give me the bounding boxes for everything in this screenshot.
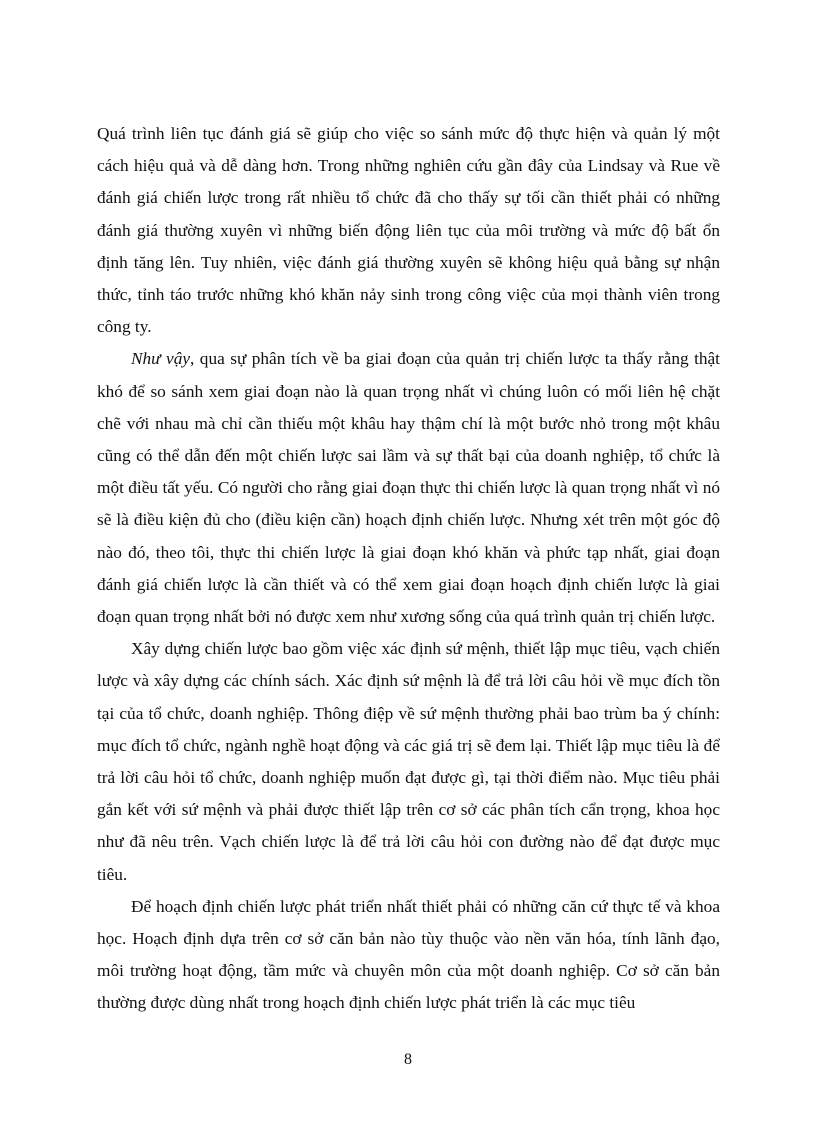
paragraph-2-text: , qua sự phân tích về ba giai đoạn của quản trị chiến lược ta thấy rằng thật khó để so sánh xem giai đoạn nào là quan trọng nhất vì chúng luôn có mối liên hệ chặt chẽ với nhau mà chỉ cần thiếu một khâu hay thậm chí là một bước nhỏ trong một khâu cũng có thể dẫn đến một chiến lược sai lầm và sự thất bại của doanh nghiệp, tổ chức là một điều tất yếu. Có người cho rằng giai đoạn thực thi chiến lược là quan trọng nhất vì nó sẽ là điều kiện đủ cho (điều kiện cần) hoạch định chiến lược. Nhưng xét trên một góc độ nào đó, theo tôi, thực thi chiến lược là giai đoạn khó khăn và phức tạp nhất, giai đoạn đánh giá chiến lược là cần thiết và có thể xem giai đoạn hoạch định chiến lược là giai đoạn quan trọng nhất bởi nó được xem như xương sống của quá trình quản trị chiến lược. <box>97 349 720 627</box>
body-text <box>97 118 720 1020</box>
paragraph-4 <box>97 891 720 1020</box>
paragraph-2-italic-lead: Như vậy <box>131 349 191 369</box>
page-number: 8 <box>404 1051 412 1068</box>
paragraph-2 <box>97 343 720 633</box>
paragraph-4-text: Để hoạch định chiến lược phát triển nhất thiết phải có những căn cứ thực tế và khoa học. Hoạch định dựa trên cơ sở căn bản nào tùy thuộc vào nền văn hóa, tính lãnh đạo, môi trường hoạt động, tầm mức và chuyên môn của một doanh nghiệp. Cơ sở căn bản thường được dùng nhất trong hoạch định chiến lược phát triển là các mục tiêu <box>97 896 720 1013</box>
paragraph-1 <box>97 118 720 343</box>
paragraph-1-text: Quá trình liên tục đánh giá sẽ giúp cho việc so sánh mức độ thực hiện và quản lý một cách hiệu quả và dễ dàng hơn. Trong những nghiên cứu gần đây của Lindsay và Rue về đánh giá chiến lược trong rất nhiều tổ chức đã cho thấy sự tối cần thiết phải có những đánh giá thường xuyên vì những biến động liên tục của môi trường và mức độ bất ổn định tăng lên. Tuy nhiên, việc đánh giá thường xuyên sẽ không hiệu quả bằng sự nhận thức, tỉnh táo trước những khó khăn nảy sinh trong công việc của mọi thành viên trong công ty. <box>97 124 720 337</box>
paragraph-3 <box>97 633 720 891</box>
paragraph-3-text: Xây dựng chiến lược bao gồm việc xác định sứ mệnh, thiết lập mục tiêu, vạch chiến lược và xây dựng các chính sách. Xác định sứ mệnh là để trả lời câu hỏi về mục đích tồn tại của tổ chức, doanh nghiệp. Thông điệp về sứ mệnh thường phải bao trùm ba ý chính: mục đích tổ chức, ngành nghề hoạt động và các giá trị sẽ đem lại. Thiết lập mục tiêu là để trả lời câu hỏi tổ chức, doanh nghiệp muốn đạt được gì, tại thời điểm nào. Mục tiêu phải gắn kết với sứ mệnh và phải được thiết lập trên cơ sở các phân tích cẩn trọng, khoa học như đã nêu trên. Vạch chiến lược là để trả lời câu hỏi con đường nào để đạt được mục tiêu. <box>97 639 720 884</box>
